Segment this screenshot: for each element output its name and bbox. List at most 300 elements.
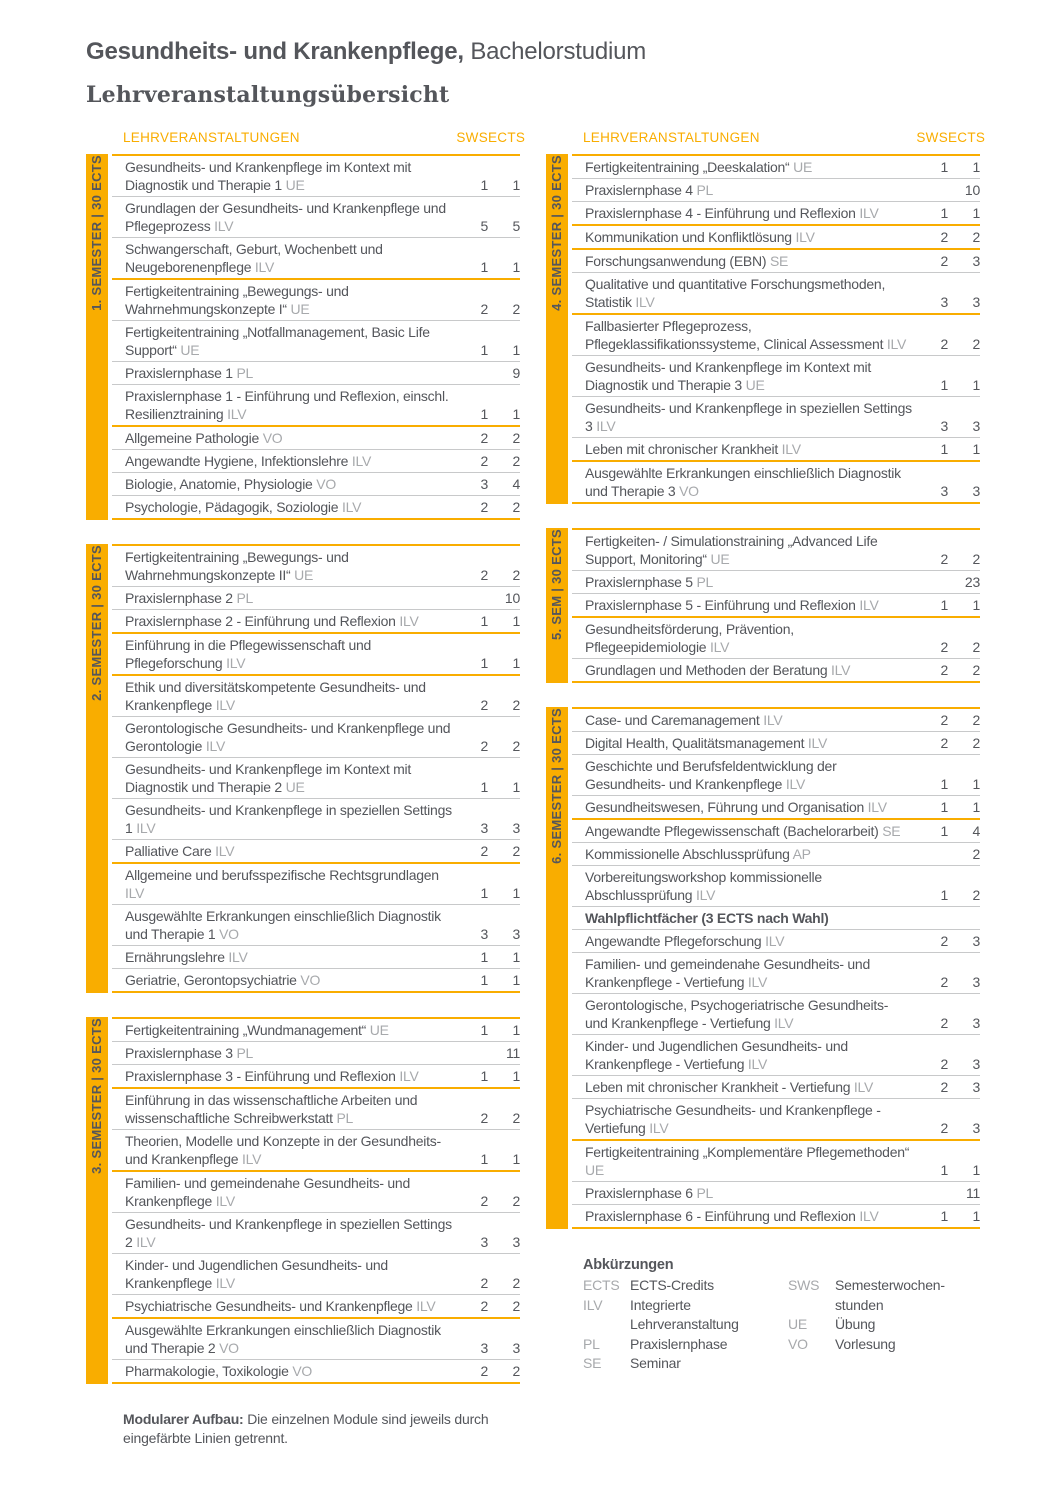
course-ects-value: 2 — [512, 301, 520, 317]
course-name: Allgemeine und berufsspezifische Rechtsgrundlagen ILV — [125, 867, 439, 901]
course-ects-value: 3 — [972, 483, 980, 499]
semester-block — [86, 1017, 520, 1384]
course-module — [112, 674, 520, 862]
course-ects-value: 2 — [512, 1110, 520, 1126]
course-type-code: UE — [285, 779, 305, 795]
course-row — [112, 864, 520, 904]
page-subtitle: Lehrveranstaltungsübersicht — [86, 82, 450, 108]
course-type-code: ILV — [215, 1275, 235, 1291]
course-ects-value: 2 — [512, 843, 520, 859]
course-ects-value: 2 — [512, 430, 520, 446]
course-row — [112, 676, 520, 716]
course-row — [572, 1141, 980, 1181]
course-module — [572, 248, 980, 313]
course-ects-value: 1 — [512, 972, 520, 988]
semester-label: 2. SEMESTER | 30 ECTS — [89, 545, 104, 701]
course-row — [112, 945, 520, 968]
course-type-code: PL — [696, 182, 714, 198]
course-type-code: VO — [219, 926, 239, 942]
course-type-code: VO — [219, 1340, 239, 1356]
course-table — [572, 528, 980, 683]
course-module — [112, 1170, 520, 1317]
header-sws: SWS — [916, 130, 948, 145]
course-module — [572, 818, 980, 1139]
course-type-code: ILV — [214, 218, 234, 234]
course-type-code: ILV — [649, 1120, 669, 1136]
course-name: Ausgewählte Erkrankungen einschließlich Diagnostik und Therapie 1 VO — [125, 908, 441, 942]
course-type-code: UE — [710, 551, 730, 567]
course-ects-value: 3 — [972, 294, 980, 310]
course-row — [112, 1041, 520, 1064]
course-type-code: ILV — [416, 1298, 436, 1314]
abbreviation-code: ILV — [583, 1296, 603, 1313]
course-ects-value: 11 — [965, 1185, 980, 1201]
course-module — [112, 1087, 520, 1170]
course-module — [572, 313, 980, 460]
course-name: Ausgewählte Erkrankungen einschließlich Diagnostik und Therapie 3 VO — [585, 465, 901, 499]
abbreviation-entry — [583, 1335, 788, 1355]
course-sws-value: 2 — [480, 738, 488, 754]
course-sws-value: 1 — [480, 613, 488, 629]
course-type-code: UE — [745, 377, 765, 393]
course-type-code: PL — [696, 574, 714, 590]
course-row — [112, 1089, 520, 1129]
course-ects-value: 2 — [972, 887, 980, 903]
course-row — [112, 634, 520, 674]
course-type-code: VO — [292, 1363, 313, 1379]
course-row — [112, 609, 520, 632]
course-row — [572, 993, 980, 1034]
course-ects-value: 3 — [972, 1015, 980, 1031]
course-ects-value: 10 — [964, 182, 980, 198]
course-ects-value: 11 — [505, 1045, 520, 1061]
course-sws-value: 1 — [480, 259, 488, 275]
course-sws-value: 2 — [940, 1015, 948, 1031]
course-type-code: ILV — [635, 294, 655, 310]
course-ects-value: 1 — [512, 1068, 520, 1084]
course-ects-value: 1 — [512, 1151, 520, 1167]
course-name: Wahlpflichtfächer (3 ECTS nach Wahl) — [585, 910, 829, 926]
course-sws-value: 1 — [940, 159, 948, 175]
course-type-code: UE — [180, 342, 200, 358]
course-module — [112, 544, 520, 632]
course-type-code: ILV — [215, 1193, 235, 1209]
course-ects-value: 23 — [964, 574, 980, 590]
semester-blocks-left — [86, 154, 520, 1384]
course-name: Praxislernphase 6 PL — [585, 1185, 714, 1201]
course-sws-value: 1 — [940, 597, 948, 613]
course-type-code: ILV — [859, 205, 879, 221]
course-sws-value: 2 — [480, 453, 488, 469]
course-name: Angewandte Hygiene, Infektionslehre ILV — [125, 453, 372, 469]
course-type-code: PL — [236, 590, 254, 606]
abbreviations-title: Abkürzungen — [583, 1257, 674, 1273]
course-sws-value: 1 — [940, 776, 948, 792]
course-ects-value: 2 — [512, 1275, 520, 1291]
table-header-left — [86, 130, 526, 145]
course-sws-value: 2 — [480, 1363, 488, 1379]
course-sws-value: 2 — [480, 1193, 488, 1209]
course-type-code: ILV — [215, 843, 235, 859]
course-row — [112, 1212, 520, 1253]
course-ects-value: 3 — [512, 820, 520, 836]
page-title — [86, 38, 646, 66]
course-name: Leben mit chronischer Krankheit - Vertiefung ILV — [585, 1079, 874, 1095]
course-row — [572, 820, 980, 842]
course-ects-value: 1 — [512, 259, 520, 275]
course-name: Angewandte Pflegewissenschaft (Bachelorarbeit) SE — [585, 823, 901, 839]
course-type-code: ILV — [709, 639, 730, 655]
course-type-code: ILV — [867, 799, 887, 815]
course-name: Praxislernphase 3 - Einführung und Reflexion ILV — [125, 1068, 419, 1084]
course-row — [572, 658, 980, 681]
course-ects-value: 1 — [512, 177, 520, 193]
course-row — [572, 593, 980, 616]
course-sws-value: 1 — [480, 406, 488, 422]
course-name: Praxislernphase 1 - Einführung und Reflexion, einschl. Resilienztraining ILV — [125, 388, 449, 422]
course-row — [572, 462, 980, 502]
course-name: Gesundheitsförderung, Prävention, Pflegeepidemiologie ILV — [585, 621, 794, 655]
course-name: Praxislernphase 2 PL — [125, 590, 254, 606]
abbreviation-term: Vorlesung — [835, 1335, 896, 1352]
column-right — [546, 130, 986, 1374]
course-row — [112, 196, 520, 237]
course-ects-value: 2 — [512, 738, 520, 754]
course-name: Fallbasierter Pflegeprozess, Pflegeklassifikationssysteme, Clinical Assessment ILV — [585, 318, 907, 352]
course-name: Allgemeine Pathologie VO — [125, 430, 283, 446]
course-row — [572, 250, 980, 272]
course-ects-value: 3 — [512, 926, 520, 942]
course-ects-value: 1 — [972, 597, 980, 613]
course-type-code: UE — [285, 177, 305, 193]
semester-block — [546, 707, 980, 1229]
course-ects-value: 2 — [512, 1363, 520, 1379]
course-module — [572, 224, 980, 248]
course-row — [112, 1129, 520, 1170]
semester-blocks-right — [546, 154, 980, 1229]
course-row — [112, 716, 520, 757]
course-module — [572, 707, 980, 818]
course-name: Praxislernphase 2 - Einführung und Reflexion ILV — [125, 613, 419, 629]
course-sws-value: 1 — [480, 1151, 488, 1167]
course-row — [112, 586, 520, 609]
course-type-code: ILV — [747, 974, 768, 990]
course-name: Leben mit chronischer Krankheit ILV — [585, 441, 801, 457]
abbreviation-code: SE — [583, 1355, 602, 1371]
course-row — [572, 1075, 980, 1098]
course-row — [572, 156, 980, 178]
course-module — [112, 425, 520, 518]
course-table — [572, 154, 980, 504]
course-ects-value: 1 — [972, 159, 980, 175]
course-ects-value: 2 — [972, 336, 980, 352]
course-sws-value: 2 — [940, 1079, 948, 1095]
course-name: Geschichte und Berufsfeldentwicklung der Gesundheits- und Krankenpflege ILV — [585, 758, 837, 792]
course-row — [112, 427, 520, 449]
course-ects-value: 3 — [972, 1079, 980, 1095]
course-type-code: ILV — [807, 735, 828, 751]
course-row — [112, 1319, 520, 1359]
course-module — [572, 460, 980, 502]
footnote-text: Die einzelnen Module sind jeweils durch eingefärbte Linien getrennt. — [123, 1411, 489, 1446]
course-name: Kommunikation und Konfliktlösung ILV — [585, 229, 815, 245]
course-module — [112, 1317, 520, 1382]
course-name: Ernährungslehre ILV — [125, 949, 248, 965]
course-sws-value: 2 — [940, 712, 948, 728]
course-sws-value: 3 — [940, 294, 948, 310]
course-ects-value: 2 — [512, 1298, 520, 1314]
course-sws-value: 3 — [480, 820, 488, 836]
course-sws-value: 1 — [940, 799, 948, 815]
course-name: Kommissionelle Abschlussprüfung AP — [585, 846, 811, 862]
course-type-code: UE — [585, 1162, 604, 1178]
course-name: Vorbereitungsworkshop kommissionelle Abschlussprüfung ILV — [585, 869, 822, 903]
course-ects-value: 2 — [512, 499, 520, 515]
course-name: Geriatrie, Gerontopsychiatrie VO — [125, 972, 321, 988]
course-type-code: ILV — [254, 259, 275, 275]
course-row — [572, 1034, 980, 1075]
course-ects-value: 1 — [972, 205, 980, 221]
course-name: Gesundheits- und Krankenpflege in speziellen Settings 1 ILV — [125, 802, 452, 836]
course-ects-value: 1 — [512, 655, 520, 671]
course-sws-value: 1 — [940, 205, 948, 221]
course-row — [112, 156, 520, 196]
course-type-code: ILV — [765, 933, 785, 949]
course-type-code: ILV — [399, 613, 419, 629]
abbr-col-2 — [788, 1276, 980, 1374]
course-ects-value: 2 — [972, 846, 980, 862]
course-sws-value: 2 — [480, 567, 488, 583]
abbr-col-1 — [583, 1276, 788, 1374]
course-module — [112, 154, 520, 278]
course-type-code: PL — [696, 1185, 714, 1201]
course-ects-value: 2 — [972, 712, 980, 728]
course-ects-value: 1 — [972, 776, 980, 792]
course-row — [112, 546, 520, 586]
header-ects: ECTS — [948, 130, 986, 145]
course-type-code: ILV — [781, 441, 801, 457]
header-lehrveranstaltungen: LEHRVERANSTALTUNGEN — [123, 130, 300, 145]
abbreviation-term: Semesterwochen-stunden — [835, 1277, 945, 1313]
course-type-code: UE — [793, 159, 813, 175]
course-name: Forschungsanwendung (EBN) SE — [585, 253, 789, 269]
course-sws-value: 1 — [940, 441, 948, 457]
course-type-code: PL — [236, 365, 254, 381]
course-type-code: VO — [300, 972, 321, 988]
course-row — [112, 798, 520, 839]
course-name: Gerontologische, Psychogeriatrische Gesundheits- und Krankenpflege - Vertiefung ILV — [585, 997, 889, 1031]
semester-label: 4. SEMESTER | 30 ECTS — [549, 155, 564, 311]
course-name: Fertigkeitentraining „Wundmanagement“ UE — [125, 1022, 389, 1038]
course-name: Familien- und gemeindenahe Gesundheits- und Krankenpflege - Vertiefung ILV — [585, 956, 870, 990]
course-type-code: VO — [679, 483, 699, 499]
course-ects-value: 2 — [972, 735, 980, 751]
course-type-code: ILV — [695, 887, 716, 903]
course-module — [112, 278, 520, 425]
course-type-code: ILV — [399, 1068, 419, 1084]
course-ects-value: 4 — [512, 476, 520, 492]
course-name: Qualitative und quantitative Forschungsmethoden, Statistik ILV — [585, 276, 886, 310]
course-sws-value: 2 — [480, 1298, 488, 1314]
semester-block — [86, 154, 520, 520]
course-type-code: VO — [262, 430, 283, 446]
course-row — [112, 280, 520, 320]
semester-label: 6. SEMESTER | 30 ECTS — [549, 708, 564, 864]
course-name: Biologie, Anatomie, Physiologie VO — [125, 476, 336, 492]
course-name: Gesundheits- und Krankenpflege in speziellen Settings 3 ILV — [585, 400, 912, 434]
course-type-code: ILV — [853, 1079, 874, 1095]
course-ects-value: 1 — [512, 613, 520, 629]
course-ects-value: 3 — [972, 1056, 980, 1072]
course-name: Schwangerschaft, Geburt, Wochenbett und Neugeborenenpflege ILV — [125, 241, 383, 275]
course-row — [572, 865, 980, 906]
course-name: Praxislernphase 3 PL — [125, 1045, 254, 1061]
course-module — [572, 528, 980, 616]
course-sws-value: 2 — [940, 974, 948, 990]
course-name: Einführung in die Pflegewissenschaft und Pflegeforschung ILV — [125, 637, 372, 671]
abbreviation-term: Praxislernphase — [630, 1335, 728, 1352]
course-name: Pharmakologie, Toxikologie VO — [125, 1363, 313, 1379]
header-sws: SWS — [456, 130, 488, 145]
course-type-code: ILV — [136, 820, 156, 836]
course-type-code: ILV — [351, 453, 372, 469]
course-name: Fertigkeiten- / Simulationstraining „Advanced Life Support, Monitoring“ UE — [585, 533, 878, 567]
course-name: Kinder- und Jugendlichen Gesundheits- und Krankenpflege ILV — [125, 1257, 388, 1291]
course-module — [112, 862, 520, 991]
course-module — [572, 616, 980, 681]
abbreviation-term: Übung — [835, 1316, 876, 1332]
course-sws-value: 2 — [940, 639, 948, 655]
course-table — [572, 707, 980, 1229]
course-name: Grundlagen der Gesundheits- und Krankenpflege und Pflegeprozess ILV — [125, 200, 446, 234]
abbreviation-entry — [788, 1335, 980, 1355]
course-row — [572, 396, 980, 437]
course-name: Digital Health, Qualitätsmanagement ILV — [585, 735, 828, 751]
course-ects-value: 1 — [972, 441, 980, 457]
column-left — [86, 130, 526, 1448]
course-type-code: ILV — [227, 406, 247, 422]
course-row — [112, 1253, 520, 1294]
course-type-code: ILV — [774, 1015, 794, 1031]
course-sws-value: 2 — [480, 1275, 488, 1291]
course-module — [572, 1139, 980, 1227]
course-type-code: ILV — [763, 712, 783, 728]
course-name: Gerontologische Gesundheits- und Krankenpflege und Gerontologie ILV — [125, 720, 451, 754]
header-lehrveranstaltungen: LEHRVERANSTALTUNGEN — [583, 130, 760, 145]
course-row — [112, 1064, 520, 1087]
semester-bar — [86, 1017, 108, 1384]
course-type-code: ILV — [785, 776, 806, 792]
course-name: Angewandte Pflegeforschung ILV — [585, 933, 785, 949]
course-name: Fertigkeitentraining „Bewegungs- und Wahrnehmungskonzepte II“ UE — [125, 549, 349, 583]
course-type-code: ILV — [886, 336, 907, 352]
table-header-right — [546, 130, 986, 145]
course-name: Psychiatrische Gesundheits- und Krankenpflege ILV — [125, 1298, 436, 1314]
course-ects-value: 2 — [972, 639, 980, 655]
abbreviation-code: PL — [583, 1335, 600, 1352]
course-row — [572, 226, 980, 248]
course-name: Praxislernphase 1 PL — [125, 365, 254, 381]
course-type-code: SE — [769, 253, 789, 269]
course-row — [112, 968, 520, 991]
course-sws-value: 2 — [940, 662, 948, 678]
course-type-code: ILV — [241, 1151, 262, 1167]
course-type-code: ILV — [226, 655, 246, 671]
course-sws-value: 1 — [480, 342, 488, 358]
course-type-code: ILV — [228, 949, 248, 965]
course-sws-value: 2 — [480, 301, 488, 317]
course-type-code: ILV — [341, 499, 362, 515]
course-name: Case- und Caremanagement ILV — [585, 712, 783, 728]
course-ects-value: 3 — [972, 974, 980, 990]
course-ects-value: 1 — [512, 406, 520, 422]
semester-bar — [86, 154, 108, 520]
course-row — [112, 839, 520, 862]
course-row — [572, 709, 980, 731]
course-type-code: ILV — [859, 1208, 879, 1224]
course-row — [572, 906, 980, 929]
course-row — [572, 1181, 980, 1204]
course-name: Fertigkeitentraining „Bewegungs- und Wahrnehmungskonzepte I“ UE — [125, 283, 349, 317]
abbreviation-code: SWS — [788, 1277, 820, 1293]
course-type-code: SE — [882, 823, 901, 839]
course-sws-value: 1 — [940, 823, 948, 839]
course-sws-value: 2 — [480, 1110, 488, 1126]
course-row — [572, 530, 980, 570]
course-table — [112, 1017, 520, 1384]
course-name: Ausgewählte Erkrankungen einschließlich Diagnostik und Therapie 2 VO — [125, 1322, 441, 1356]
semester-bar — [546, 707, 568, 1229]
course-ects-value: 3 — [972, 253, 980, 269]
course-name: Psychologie, Pädagogik, Soziologie ILV — [125, 499, 362, 515]
abbreviation-entry — [788, 1276, 980, 1315]
course-name: Praxislernphase 4 - Einführung und Reflexion ILV — [585, 205, 879, 221]
course-sws-value: 2 — [480, 843, 488, 859]
course-type-code: AP — [792, 846, 811, 862]
course-row — [572, 842, 980, 865]
course-ects-value: 1 — [512, 342, 520, 358]
course-sws-value: 1 — [480, 885, 488, 901]
course-ects-value: 3 — [972, 1120, 980, 1136]
course-row — [572, 272, 980, 313]
course-name: Gesundheits- und Krankenpflege im Kontext mit Diagnostik und Therapie 3 UE — [585, 359, 872, 393]
course-ects-value: 2 — [512, 453, 520, 469]
course-row — [572, 731, 980, 754]
course-sws-value: 1 — [480, 1022, 488, 1038]
course-sws-value: 1 — [940, 1162, 948, 1178]
course-row — [112, 1172, 520, 1212]
course-sws-value: 3 — [480, 926, 488, 942]
course-name: Praxislernphase 5 - Einführung und Reflexion ILV — [585, 597, 879, 613]
abbreviations — [583, 1257, 980, 1374]
course-ects-value: 1 — [512, 1022, 520, 1038]
course-name: Fertigkeitentraining „Komplementäre Pflegemethoden“ UE — [585, 1144, 910, 1178]
course-sws-value: 2 — [940, 336, 948, 352]
course-name: Praxislernphase 4 PL — [585, 182, 714, 198]
course-ects-value: 1 — [512, 779, 520, 795]
course-sws-value: 3 — [480, 476, 488, 492]
course-ects-value: 1 — [972, 799, 980, 815]
course-ects-value: 1 — [972, 1208, 980, 1224]
title-program-name: Gesundheits- und Krankenpflege, — [86, 38, 464, 65]
course-name: Fertigkeitentraining „Deeskalation“ UE — [585, 159, 813, 175]
course-type-code: UE — [369, 1022, 389, 1038]
course-sws-value: 1 — [480, 1068, 488, 1084]
course-module — [112, 632, 520, 674]
course-type-code: ILV — [859, 597, 879, 613]
course-row — [112, 495, 520, 518]
course-ects-value: 10 — [504, 590, 520, 606]
